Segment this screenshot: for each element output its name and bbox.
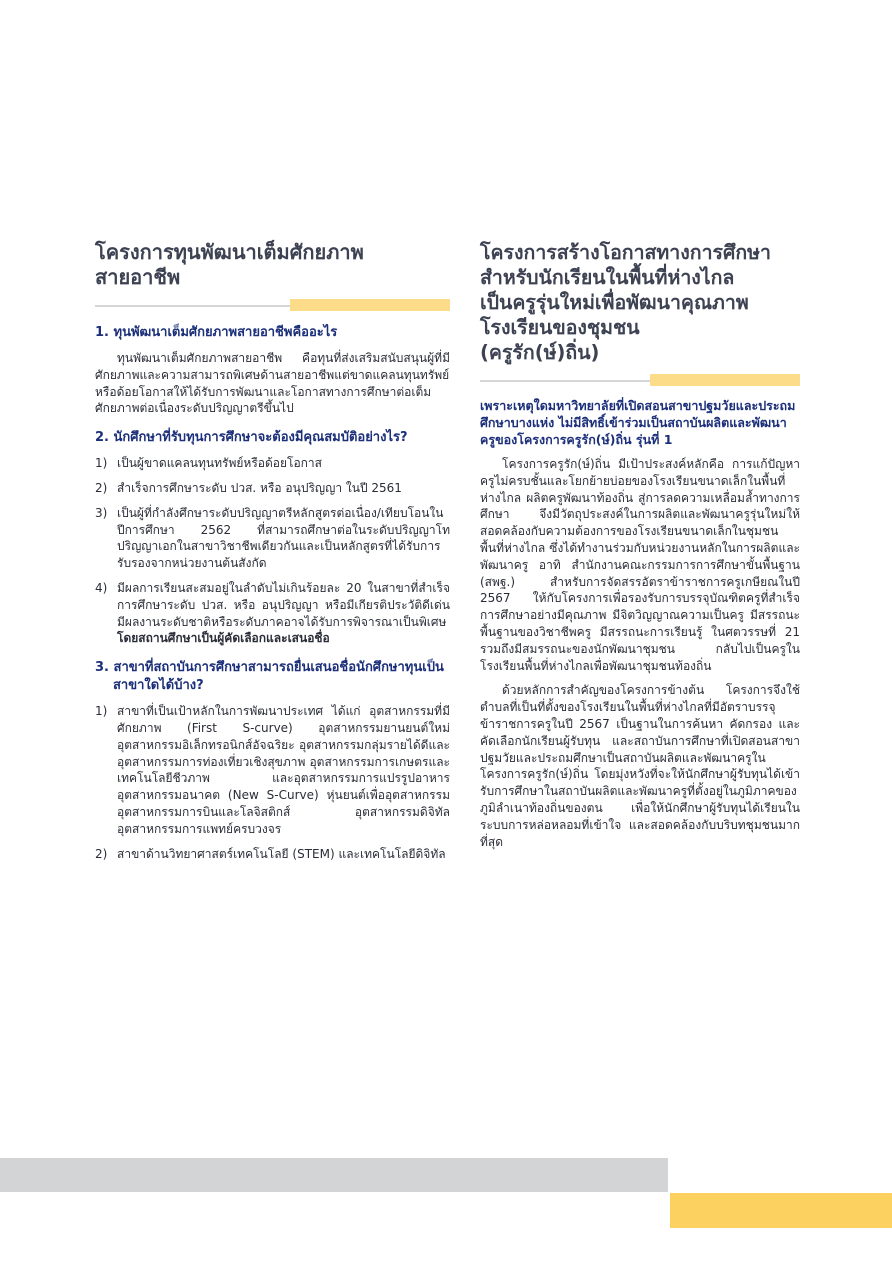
- left-column: [95, 240, 450, 870]
- right-title: โครงการสร้างโอกาสทางการศึกษา สำหรับนักเรียนในพื้นที่ห่างไกล เป็นครูรุ่นใหม่เพื่อพัฒนาคุณภาพ โรงเรียนของชุมชน (ครูรัก(ษ์)ถิ่น): [480, 241, 771, 364]
- section-3-heading: 3. สาขาที่สถาบันการศึกษาสามารถยื่นเสนอชื่อนักศึกษาทุนเป็นสาขาใดได้บ้าง?: [95, 660, 444, 694]
- section-1-paragraph: ทุนพัฒนาเต็มศักยภาพสายอาชีพ คือทุนที่ส่งเสริมสนับสนุนผู้ที่มีศักยภาพและความสามารถพิเศษด้านสายอาชีพแต่ขาดแคลนทุนทรัพย์หรือด้อยโอกาสให้ได้รับการพัฒนาและโอกาสทางการศึกษาต่อเต็มศักยภาพต่อเนื่องระดับปริญญาตรีขึ้นไป: [95, 351, 450, 416]
- right-column: [480, 240, 800, 858]
- left-title-underline: [95, 296, 450, 312]
- left-title: โครงการทุนพัฒนาเต็มศักยภาพ สายอาชีพ: [95, 240, 364, 289]
- right-paragraph-1: โครงการครูรัก(ษ์)ถิ่น มีเป้าประสงค์หลักคือ การแก้ปัญหาครูไม่ครบชั้นและโยกย้ายบ่อยของโรงเรียนขนาดเล็กในพื้นที่ห่างไกล ผลิตครูพัฒนาท้องถิ่น สู่การลดความเหลื่อมล้ำทางการศึกษา จึงมีวัตถุประสงค์ในการผลิตและพัฒนาครูรุ่นใหม่ให้สอดคล้องกับความต้องการของโรงเรียนขนาดเล็กในชุมชนพื้นที่ห่างไกล ซึ่งได้ทำงานร่วมกับหน่วยงานหลักในการผลิตและพัฒนาครู อาทิ สำนักงานคณะกรรมการการศึกษาขั้นพื้นฐาน (สพฐ.) สำหรับการจัดสรรอัตราข้าราชการครูเกษียณในปี 2567 ให้กับโครงการเพื่อรองรับการบรรจุบัณฑิตครูที่สำเร็จการศึกษาอย่างมีคุณภาพ มีจิตวิญญาณความเป็นครู มีสรรถนะพื้นฐานของวิชาชีพครู มีสรรถนะการเรียนรู้ ในศตวรรษที่ 21 รวมถึงมีสมรรถนะของนักพัฒนาชุมชน กลับไปเป็นครูในโรงเรียนพื้นที่ห่างไกลเพื่อพัฒนาชุมชนท้องถิ่น: [480, 457, 800, 673]
- footer-yellow-band: [670, 1193, 892, 1228]
- list-item: 1) เป็นผู้ขาดแคลนทุนทรัพย์หรือด้อยโอกาส: [95, 456, 322, 471]
- right-title-underline: [480, 371, 800, 387]
- right-paragraph-2: ด้วยหลักการสำคัญของโครงการข้างต้น โครงการจึงใช้ตำบลที่เป็นที่ตั้งของโรงเรียนในพื้นที่ห่างไกลที่มีอัตราบรรจุข้าราชการครูในปี 2567 เป็นฐานในการค้นหา คัดกรอง และคัดเลือกนักเรียนผู้รับทุน และสถาบันการศึกษาที่เปิดสอนสาขาปฐมวัยและประถมศึกษาเป็นสถาบันผลิตและพัฒนาครูในโครงการครูรัก(ษ์)ถิ่น โดยมุ่งหวังที่จะให้นักศึกษาผู้รับทุนได้เข้ารับการศึกษาในสถาบันผลิตและพัฒนาครูที่ตั้งอยู่ในภูมิภาคของภูมิลำเนาท้องถิ่นของตน เพื่อให้นักศึกษาผู้รับทุนได้เรียนในระบบการหล่อหลอมที่เข้าใจ และสอดคล้องกับบริบทชุมชนมากที่สุด: [480, 683, 800, 849]
- list-item: 2) สาขาด้านวิทยาศาสตร์เทคโนโลยี (STEM) และเทคโนโลยีดิจิทัล: [95, 846, 446, 861]
- list-item: 4) มีผลการเรียนสะสมอยู่ในลำดับไม่เกินร้อยละ 20 ในสาขาที่สำเร็จการศึกษาระดับ ปวส. หรือ อนุปริญญา หรือมีเกียรติประวัติดีเด่น มีผลงานระดับชาติหรือระดับภาคอาจได้รับการพิจารณาเป็นพิเศษ โดยสถานศึกษาเป็นผู้คัดเลือกและเสนอชื่อ: [95, 580, 450, 646]
- list-item: 3) เป็นผู้ที่กำลังศึกษาระดับปริญญาตรีหลักสูตรต่อเนื่อง/เทียบโอนในปีการศึกษา 2562 ที่สามารถศึกษาต่อในระดับปริญญาโท ปริญญาเอกในสาขาวิชาชีพเดียวกันและเป็นหลักสูตรที่ได้รับการรับรองจากหน่วยงานต้นสังกัด: [95, 505, 450, 571]
- list-item: 2) สำเร็จการศึกษาระดับ ปวส. หรือ อนุปริญญา ในปี 2561: [95, 480, 402, 495]
- list-item: 1) สาขาที่เป็นเป้าหลักในการพัฒนาประเทศ ได้แก่ อุตสาหกรรมที่มีศักยภาพ (First S-curve) อุตสาหกรรมยานยนต์ใหม่ อุตสาหกรรมอิเล็กทรอนิกส์อัจฉริยะ อุตสาหกรรมกลุ่มรายได้ดีและอุตสาหกรรมการท่องเที่ยวเชิงสุขภาพ อุตสาหกรรมการเกษตรและเทคโนโลยีชีวภาพ และอุตสาหกรรมการแปรรูปอาหาร อุตสาหกรรมอนาคต (New S-Curve) หุ่นยนต์เพื่ออุตสาหกรรม อุตสาหกรรมการบินและโลจิสติกส์ อุตสาหกรรมดิจิทัล อุตสาหกรรมการแพทย์ครบวงจร: [95, 704, 450, 836]
- section-2-heading: 2. นักศึกษาที่รับทุนการศึกษาจะต้องมีคุณสมบัติอย่างไร?: [95, 430, 408, 446]
- section-1-heading: 1. ทุนพัฒนาเต็มศักยภาพสายอาชีพคืออะไร: [95, 325, 338, 340]
- lead-question: เพราะเหตุใดมหาวิทยาลัยที่เปิดสอนสาขาปฐมวัยและประถมศึกษาบางแห่ง ไม่มีสิทธิ์เข้าร่วมเป็นสถาบันผลิตและพัฒนาครูของโครงการครูรัก(ษ์)ถิ่น รุ่นที่ 1: [480, 398, 796, 447]
- footer-gray-band: [0, 1158, 668, 1192]
- emphasis-text: โดยสถานศึกษาเป็นผู้คัดเลือกและเสนอชื่อ: [117, 631, 330, 646]
